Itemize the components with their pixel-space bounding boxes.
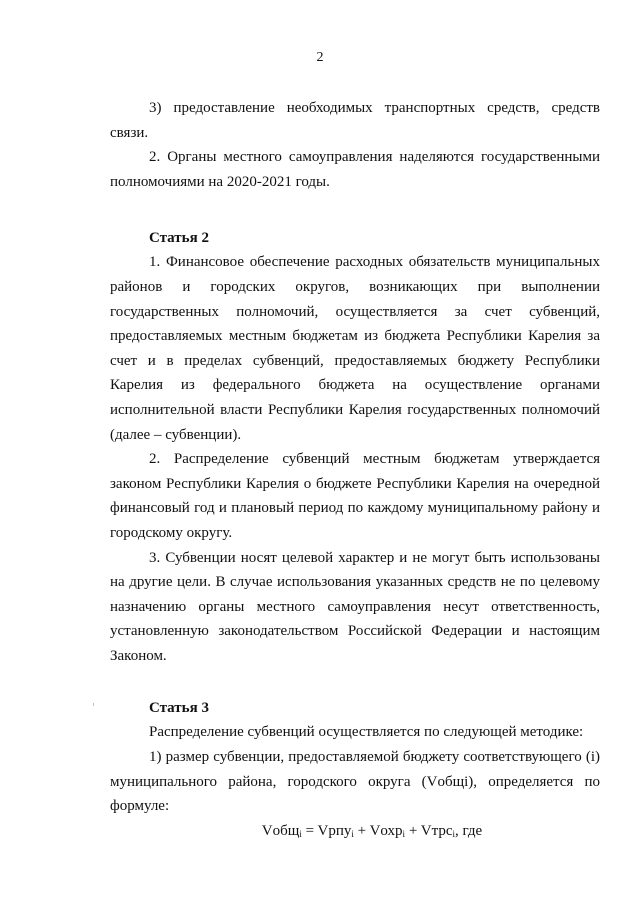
formula-index: i xyxy=(452,828,455,839)
formula-index: i xyxy=(299,828,302,839)
article-3-heading: Статья 3 xyxy=(149,700,209,717)
scan-mark xyxy=(93,703,94,706)
subvention-formula xyxy=(110,819,600,846)
paragraph-powers-term: 2. Органы местного самоуправления наделяются государственными полномочиями на 2020-2021 годы. xyxy=(110,149,600,190)
formula-term-ohr: + Vохр xyxy=(353,822,403,839)
article-2-paragraph-1: 1. Финансовое обеспечение расходных обязательств муниципальных районов и городских округов, возникающих при выполнении государственных полномочий, осуществляется за счет субвенций, предоставляемых местным бюджетам из бюджета Республики Карелия за счет и в пределах субвенций, предоставляемых бюджету Республики Карелия из федерального бюджета на осуществление органами исполнительной власти Республики Карелия государственных полномочий (далее – субвенции). xyxy=(110,254,600,443)
article-3-paragraph-1: Распределение субвенций осуществляется по следующей методике: xyxy=(149,724,584,741)
article-3-paragraph-2: 1) размер субвенции, предоставляемой бюджету соответствующего (i) муниципального района, городского округа (Vобщi), определяется по формуле: xyxy=(110,749,600,815)
formula-index: i xyxy=(402,828,406,839)
article-2-heading: Статья 2 xyxy=(149,230,209,247)
paragraph-transport: 3) предоставление необходимых транспортных средств, средств связи. xyxy=(110,100,600,141)
formula-term-total: Vобщ xyxy=(261,822,300,839)
article-2-paragraph-3: 3. Субвенции носят целевой характер и не могут быть использованы на другие цели. В случае использования указанных средств не по целевому назначению органы местного самоуправления несут ответственность, установленную законодательством Российской Федерации и настоящим Законом. xyxy=(110,549,600,664)
page-number: 2 xyxy=(316,50,324,65)
article-2-paragraph-2: 2. Распределение субвенций местным бюджетам утверждается законом Республики Карелия о бюджете Республики Карелия на очередной финансовый год и плановый период по каждому муниципальному району и городскому округу. xyxy=(110,451,600,541)
formula-term-rpu: = Vрпу xyxy=(301,822,352,839)
formula-tail: , где xyxy=(455,822,483,839)
formula-index: i xyxy=(351,828,354,839)
formula-term-trs: + Vтрс xyxy=(405,822,453,839)
document-body xyxy=(110,96,600,846)
